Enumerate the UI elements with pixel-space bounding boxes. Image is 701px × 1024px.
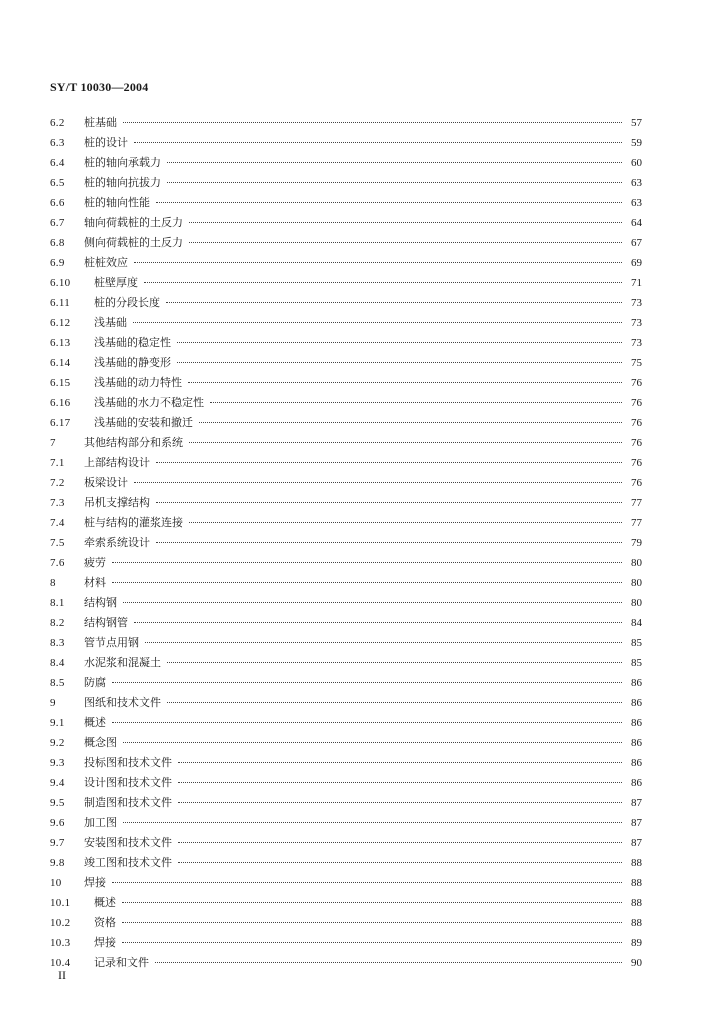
toc-entry xyxy=(50,953,642,973)
toc-section-title: 结构钢 xyxy=(84,596,117,609)
toc-section-title: 材料 xyxy=(84,576,106,589)
toc-section-number: 6.8 xyxy=(50,237,65,249)
toc-page-number: 73 xyxy=(631,317,642,329)
toc-page-number: 85 xyxy=(631,657,642,669)
toc-entry xyxy=(50,713,642,733)
toc-section-title: 桩与结构的灌浆连接 xyxy=(84,516,183,529)
toc-dot-leader xyxy=(178,762,622,763)
toc-page-number: 67 xyxy=(631,237,642,249)
toc-section-title: 水泥浆和混凝土 xyxy=(84,656,161,669)
toc-section-number: 9.7 xyxy=(50,837,65,849)
toc-page-number: 80 xyxy=(631,577,642,589)
toc-section-title: 上部结构设计 xyxy=(84,456,150,469)
toc-section-title: 竣工图和技术文件 xyxy=(84,856,172,869)
toc-section-number: 6.16 xyxy=(50,397,71,409)
toc-page-number: 86 xyxy=(631,697,642,709)
toc-dot-leader xyxy=(112,882,622,883)
toc-section-title: 制造图和技术文件 xyxy=(84,796,172,809)
toc-dot-leader xyxy=(167,162,622,163)
toc-page-number: 76 xyxy=(631,397,642,409)
toc-dot-leader xyxy=(199,422,622,423)
toc-section-number: 10.1 xyxy=(50,897,71,909)
toc-section-title: 加工图 xyxy=(84,816,117,829)
toc-dot-leader xyxy=(155,962,622,963)
toc-dot-leader xyxy=(177,362,622,363)
toc-dot-leader xyxy=(156,502,622,503)
toc-section-number: 9.2 xyxy=(50,737,65,749)
toc-section-number: 7.6 xyxy=(50,557,65,569)
toc-section-number: 6.4 xyxy=(50,157,65,169)
toc-dot-leader xyxy=(134,262,622,263)
toc-page-number: 80 xyxy=(631,597,642,609)
toc-section-title: 板梁设计 xyxy=(84,476,128,489)
toc-section-title: 焊接 xyxy=(94,936,116,949)
toc-section-number: 9.8 xyxy=(50,857,65,869)
toc-page-number: 85 xyxy=(631,637,642,649)
toc-section-number: 9 xyxy=(50,697,56,709)
toc-section-title: 疲劳 xyxy=(84,556,106,569)
document-code-header: SY/T 10030—2004 xyxy=(50,80,149,94)
toc-page-number: 87 xyxy=(631,837,642,849)
toc-section-number: 10.4 xyxy=(50,957,71,969)
toc-section-number: 8 xyxy=(50,577,56,589)
toc-section-title: 吊机支撑结构 xyxy=(84,496,150,509)
toc-section-title: 桩的轴向承载力 xyxy=(84,156,161,169)
toc-entry xyxy=(50,553,642,573)
toc-entry xyxy=(50,513,642,533)
toc-page-number: 86 xyxy=(631,717,642,729)
toc-dot-leader xyxy=(122,942,622,943)
toc-section-title: 防腐 xyxy=(84,676,106,689)
toc-section-number: 6.11 xyxy=(50,297,71,309)
toc-section-title: 结构钢管 xyxy=(84,616,128,629)
toc-dot-leader xyxy=(188,382,622,383)
toc-entry xyxy=(50,913,642,933)
toc-page-number: 86 xyxy=(631,737,642,749)
toc-dot-leader xyxy=(178,782,622,783)
toc-dot-leader xyxy=(178,842,622,843)
toc-page-number: 76 xyxy=(631,457,642,469)
toc-entry xyxy=(50,313,642,333)
toc-dot-leader xyxy=(134,142,622,143)
toc-section-number: 7.4 xyxy=(50,517,65,529)
toc-section-title: 焊接 xyxy=(84,876,106,889)
toc-dot-leader xyxy=(178,862,622,863)
toc-section-number: 10.3 xyxy=(50,937,71,949)
toc-section-number: 8.4 xyxy=(50,657,65,669)
toc-entry xyxy=(50,133,642,153)
toc-section-number: 9.5 xyxy=(50,797,65,809)
toc-section-number: 6.6 xyxy=(50,197,65,209)
toc-dot-leader xyxy=(123,122,622,123)
toc-dot-leader xyxy=(189,222,622,223)
table-of-contents xyxy=(50,113,642,973)
toc-section-number: 6.15 xyxy=(50,377,71,389)
toc-dot-leader xyxy=(123,822,622,823)
toc-entry xyxy=(50,813,642,833)
toc-dot-leader xyxy=(189,522,622,523)
toc-section-number: 9.3 xyxy=(50,757,65,769)
toc-section-title: 牵索系统设计 xyxy=(84,536,150,549)
toc-section-title: 浅基础 xyxy=(94,316,127,329)
toc-entry xyxy=(50,453,642,473)
toc-page-number: 88 xyxy=(631,857,642,869)
toc-entry xyxy=(50,833,642,853)
toc-section-title: 概念图 xyxy=(84,736,117,749)
toc-section-title: 桩的轴向性能 xyxy=(84,196,150,209)
toc-dot-leader xyxy=(167,662,622,663)
toc-entry xyxy=(50,273,642,293)
toc-dot-leader xyxy=(177,342,622,343)
toc-page-number: 84 xyxy=(631,617,642,629)
toc-entry xyxy=(50,933,642,953)
toc-section-number: 8.5 xyxy=(50,677,65,689)
toc-section-title: 安装图和技术文件 xyxy=(84,836,172,849)
toc-entry xyxy=(50,733,642,753)
toc-page-number: 76 xyxy=(631,417,642,429)
toc-section-title: 其他结构部分和系统 xyxy=(84,436,183,449)
toc-entry xyxy=(50,793,642,813)
toc-entry xyxy=(50,413,642,433)
toc-page-number: 86 xyxy=(631,757,642,769)
toc-page-number: 87 xyxy=(631,797,642,809)
toc-section-title: 桩的轴向抗拔力 xyxy=(84,176,161,189)
toc-page-number: 90 xyxy=(631,957,642,969)
toc-dot-leader xyxy=(123,742,622,743)
toc-section-title: 记录和文件 xyxy=(94,956,149,969)
toc-page-number: 88 xyxy=(631,877,642,889)
toc-page-number: 86 xyxy=(631,677,642,689)
toc-entry xyxy=(50,373,642,393)
toc-page-number: 76 xyxy=(631,377,642,389)
toc-page-number: 63 xyxy=(631,197,642,209)
toc-entry xyxy=(50,333,642,353)
page-number-footer: II xyxy=(58,968,66,982)
toc-page-number: 76 xyxy=(631,477,642,489)
toc-section-number: 9.6 xyxy=(50,817,65,829)
toc-entry xyxy=(50,493,642,513)
toc-entry xyxy=(50,113,642,133)
toc-section-title: 浅基础的水力不稳定性 xyxy=(94,396,204,409)
toc-entry xyxy=(50,153,642,173)
toc-section-title: 桩基础 xyxy=(84,116,117,129)
toc-dot-leader xyxy=(178,802,622,803)
toc-section-number: 7 xyxy=(50,437,56,449)
toc-dot-leader xyxy=(122,902,622,903)
toc-dot-leader xyxy=(167,702,622,703)
toc-page-number: 71 xyxy=(631,277,642,289)
toc-section-title: 浅基础的安装和撤迁 xyxy=(94,416,193,429)
toc-section-number: 8.1 xyxy=(50,597,65,609)
toc-dot-leader xyxy=(156,202,622,203)
toc-section-number: 9.1 xyxy=(50,717,65,729)
toc-page-number: 75 xyxy=(631,357,642,369)
toc-entry xyxy=(50,193,642,213)
toc-dot-leader xyxy=(166,302,622,303)
toc-section-number: 7.3 xyxy=(50,497,65,509)
toc-entry xyxy=(50,473,642,493)
toc-section-number: 7.2 xyxy=(50,477,65,489)
toc-section-title: 投标图和技术文件 xyxy=(84,756,172,769)
toc-section-title: 设计图和技术文件 xyxy=(84,776,172,789)
toc-entry xyxy=(50,653,642,673)
toc-section-title: 概述 xyxy=(94,896,116,909)
toc-page-number: 73 xyxy=(631,297,642,309)
toc-entry xyxy=(50,293,642,313)
toc-page-number: 79 xyxy=(631,537,642,549)
toc-entry xyxy=(50,593,642,613)
toc-entry xyxy=(50,893,642,913)
toc-dot-leader xyxy=(189,442,622,443)
toc-dot-leader xyxy=(156,462,622,463)
toc-dot-leader xyxy=(145,642,622,643)
toc-section-number: 6.10 xyxy=(50,277,71,289)
toc-entry xyxy=(50,613,642,633)
toc-entry xyxy=(50,873,642,893)
toc-section-number: 6.12 xyxy=(50,317,71,329)
toc-dot-leader xyxy=(134,482,622,483)
toc-section-number: 6.14 xyxy=(50,357,71,369)
toc-section-number: 8.3 xyxy=(50,637,65,649)
toc-entry xyxy=(50,633,642,653)
toc-section-title: 浅基础的稳定性 xyxy=(94,336,171,349)
toc-entry xyxy=(50,353,642,373)
toc-section-title: 桩壁厚度 xyxy=(94,276,138,289)
toc-section-number: 6.2 xyxy=(50,117,65,129)
toc-section-number: 9.4 xyxy=(50,777,65,789)
toc-dot-leader xyxy=(156,542,622,543)
toc-section-title: 概述 xyxy=(84,716,106,729)
toc-section-number: 10 xyxy=(50,877,62,889)
toc-section-title: 侧向荷载桩的土反力 xyxy=(84,236,183,249)
toc-page-number: 69 xyxy=(631,257,642,269)
toc-section-number: 6.17 xyxy=(50,417,71,429)
toc-dot-leader xyxy=(134,622,622,623)
toc-entry xyxy=(50,773,642,793)
toc-section-number: 7.1 xyxy=(50,457,65,469)
toc-section-title: 管节点用钢 xyxy=(84,636,139,649)
toc-section-number: 6.13 xyxy=(50,337,71,349)
toc-entry xyxy=(50,693,642,713)
toc-page-number: 80 xyxy=(631,557,642,569)
toc-entry xyxy=(50,573,642,593)
toc-page-number: 73 xyxy=(631,337,642,349)
toc-dot-leader xyxy=(210,402,622,403)
toc-entry xyxy=(50,433,642,453)
toc-dot-leader xyxy=(112,562,622,563)
toc-entry xyxy=(50,173,642,193)
toc-dot-leader xyxy=(112,682,622,683)
toc-section-title: 资格 xyxy=(94,916,116,929)
toc-entry xyxy=(50,673,642,693)
toc-entry xyxy=(50,233,642,253)
toc-section-title: 桩的设计 xyxy=(84,136,128,149)
toc-section-title: 浅基础的动力特性 xyxy=(94,376,182,389)
toc-entry xyxy=(50,753,642,773)
toc-page-number: 76 xyxy=(631,437,642,449)
toc-section-number: 6.3 xyxy=(50,137,65,149)
toc-page-number: 87 xyxy=(631,817,642,829)
toc-section-number: 6.9 xyxy=(50,257,65,269)
toc-page-number: 89 xyxy=(631,937,642,949)
toc-page-number: 63 xyxy=(631,177,642,189)
toc-page-number: 88 xyxy=(631,917,642,929)
toc-entry xyxy=(50,213,642,233)
toc-section-number: 10.2 xyxy=(50,917,71,929)
toc-entry xyxy=(50,253,642,273)
toc-entry xyxy=(50,533,642,553)
toc-page-number: 57 xyxy=(631,117,642,129)
toc-dot-leader xyxy=(123,602,622,603)
toc-dot-leader xyxy=(112,582,622,583)
toc-section-number: 8.2 xyxy=(50,617,65,629)
toc-section-title: 桩桩效应 xyxy=(84,256,128,269)
toc-entry xyxy=(50,853,642,873)
toc-section-title: 轴向荷载桩的土反力 xyxy=(84,216,183,229)
toc-page-number: 64 xyxy=(631,217,642,229)
toc-dot-leader xyxy=(167,182,622,183)
toc-page-number: 60 xyxy=(631,157,642,169)
toc-section-title: 图纸和技术文件 xyxy=(84,696,161,709)
toc-page-number: 77 xyxy=(631,517,642,529)
toc-page-number: 86 xyxy=(631,777,642,789)
toc-page-number: 59 xyxy=(631,137,642,149)
toc-dot-leader xyxy=(122,922,622,923)
toc-page-number: 77 xyxy=(631,497,642,509)
toc-entry xyxy=(50,393,642,413)
toc-section-title: 桩的分段长度 xyxy=(94,296,160,309)
toc-section-number: 7.5 xyxy=(50,537,65,549)
toc-dot-leader xyxy=(133,322,622,323)
toc-page-number: 88 xyxy=(631,897,642,909)
toc-dot-leader xyxy=(189,242,622,243)
toc-section-title: 浅基础的静变形 xyxy=(94,356,171,369)
toc-section-number: 6.5 xyxy=(50,177,65,189)
toc-dot-leader xyxy=(112,722,622,723)
toc-dot-leader xyxy=(144,282,622,283)
toc-section-number: 6.7 xyxy=(50,217,65,229)
